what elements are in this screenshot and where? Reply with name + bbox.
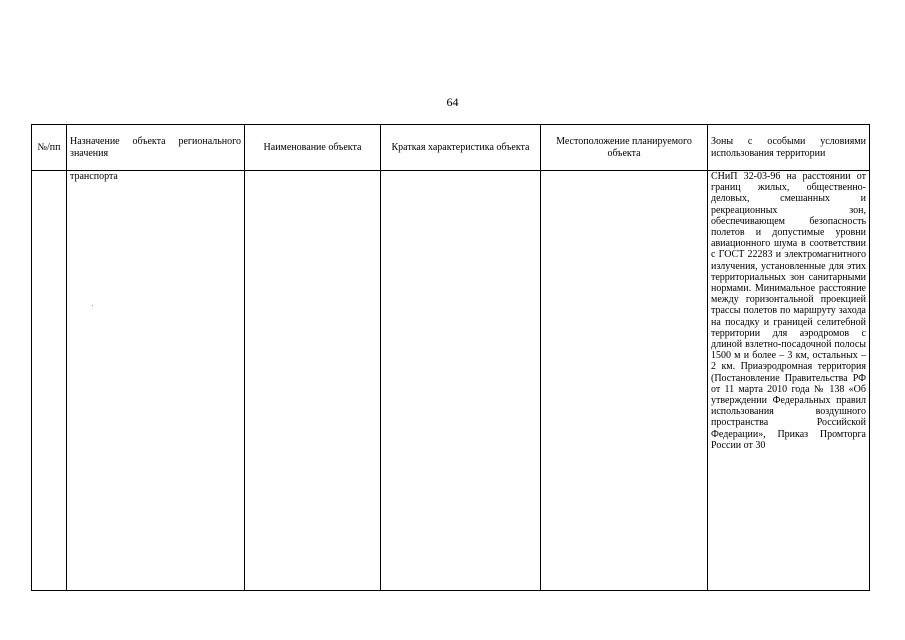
page-number: 64 (446, 95, 459, 109)
cell-purpose: транспорта (67, 171, 245, 591)
header-purpose: Назначение объекта регионального значения (67, 125, 245, 171)
cell-zones: СНиП 32-03-96 на расстоянии от границ жилых, общественно-деловых, смешанных и рекреационных зон, обеспечивающем безопасность полетов и допустимые уровни авиационного шума в соответствии с ГОСТ 22283 и электромагнитного излучения, установленные для этих территориальных зон санитарными нормами. Минимальное расстояние между горизонтальной проекцией трассы полетов по маршруту захода на посадку и границей селитебной территории для аэродромов с длиной взлетно-посадочной полосы 1500 м и более – 3 км, остальных – 2 км. Приаэродромная территория (Постановление Правительства РФ от 11 марта 2010 года № 138 «Об утверждении Федеральных правил использования воздушного пространства Российской Федерации», Приказ Промторга России от 30 (708, 171, 870, 591)
cell-name (245, 171, 381, 591)
header-zones: Зоны с особыми условиями использования территории (708, 125, 870, 171)
table-header-row (32, 125, 870, 171)
header-characteristic: Краткая характеристика объекта (381, 125, 541, 171)
scan-speck (92, 305, 93, 306)
header-location: Местоположение планируемого объекта (541, 125, 708, 171)
header-number: №/пп (32, 125, 67, 171)
cell-location (541, 171, 708, 591)
cell-characteristic (381, 171, 541, 591)
cell-number (32, 171, 67, 591)
planned-objects-table (31, 124, 870, 591)
header-name: Наименование объекта (245, 125, 381, 171)
table-row (32, 171, 870, 591)
